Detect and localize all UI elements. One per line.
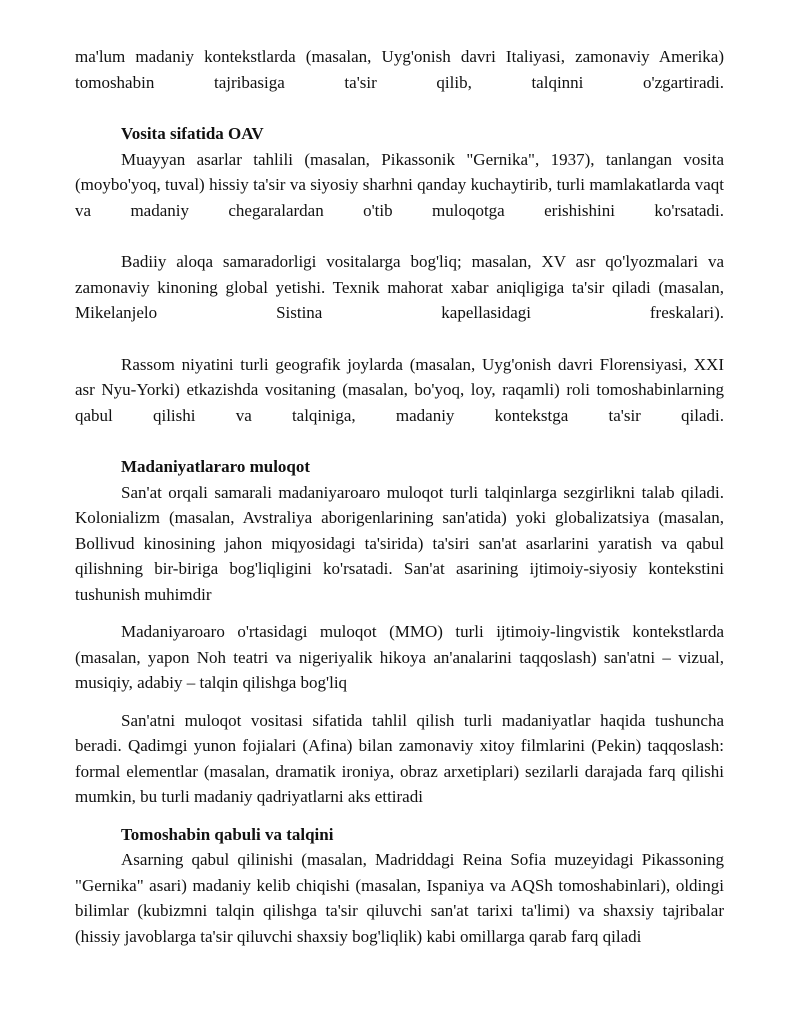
paragraph-artist-intent: Rassom niyatini turli geografik joylarda (masalan, Uyg'onish davri Florensiyasi, XXI asr Nyu-Yorki) etkazishda vositaning (masalan, bo'yoq, loy, raqamli) roli tomoshabinlarning qabul qilishi va talqiniga, madaniy kontekstga ta'sir qiladi. — [75, 354, 724, 425]
paragraph-media-effectiveness: Badiiy aloqa samaradorligi vositalarga bog'liq; masalan, XV asr qo'lyozmalari va zamonaviy kinoning global yetishi. Texnik mahorat xabar aniqligiga ta'sir qiladi (masalan, Mikelanjelo Sistina kapellasidagi freskalari). — [75, 252, 724, 322]
section-heading-media: Vosita sifatida OAV — [121, 124, 264, 143]
paragraph-continuation: ma'lum madaniy kontekstlarda (masalan, Uyg'onish davri Italiyasi, zamonaviy Amerika) tomoshabin tajribasiga ta'sir qilib, talqinni o'zgartiradi. — [75, 47, 724, 92]
document-page — [75, 44, 724, 949]
spacer — [75, 326, 724, 352]
paragraph-mmo: Madaniyaroaro o'rtasidagi muloqot (MMO) turli ijtimoiy-lingvistik kontekstlarda (masalan, yapon Noh teatri va nigeriyalik hikoya an'analarini taqqoslash) san'atni – vizual, musiqiy, adabiy – talqin qilishga bog'liq — [75, 622, 724, 692]
spacer — [75, 428, 724, 454]
section-heading-reception: Tomoshabin qabuli va talqini — [121, 824, 334, 844]
paragraph-art-analysis: San'atni muloqot vositasi sifatida tahlil qilish turli madaniyatlar haqida tushuncha beradi. Qadimgi yunon fojialari (Afina) bilan zamonaviy xitoy filmlarini (Pekin) taqqoslash: formal elementlar (masalan, dramatik ironiya, obraz arxetiplari) sezilarli darajada farq qilishi mumkin, bu turli madaniy qadriyatlarni aks ettiradi — [75, 710, 724, 806]
paragraph-reception: Asarning qabul qilinishi (masalan, Madriddagi Reina Sofia muzeyidagi Pikassoning "Gernika" asari) madaniy kelib chiqishi (masalan, Ispaniya va AQSh tomoshabinlari), oldingi bilimlar (kubizmni talqin qilishga ta'sir qiluvchi san'at tarixi ta'limi) va shaxsiy tajribalar (hissiy javoblarga ta'sir qiluvchi shaxsiy bog'liqlik) kabi omillarga qarab farq qiladi — [75, 850, 724, 946]
spacer — [75, 810, 724, 822]
paragraph-guernica-medium: Muayyan asarlar tahlili (masalan, Pikassonik "Gernika", 1937), tanlangan vosita (moybo'yoq, tuval) hissiy ta'sir va siyosiy sharhni qanday kuchaytirib, turli mamlakatlarda vaqt va madaniy chegaralardan o'tib muloqotga erishishini ko'rsatadi. — [75, 149, 724, 220]
section-heading-intercultural: Madaniyatlararo muloqot — [121, 457, 311, 476]
paragraph-intercultural-communication: San'at orqali samarali madaniyaroaro muloqot turli talqinlarga sezgirlikni talab qiladi. Kolonializm (masalan, Avstraliya aborigenlarining san'atida) yoki globalizatsiya (masalan, Bollivud kinosining jahon miqyosidagi ta'sirida) ta'siri san'at asarlarini yaratish va qabul qilishning bir-biriga bog'liqligini ko'rsatadi. San'at asarining ijtimoiy-siyosiy kontekstini tushunish muhimdir — [75, 482, 724, 604]
spacer — [75, 95, 724, 121]
spacer — [75, 607, 724, 619]
spacer — [75, 223, 724, 249]
spacer — [75, 696, 724, 708]
